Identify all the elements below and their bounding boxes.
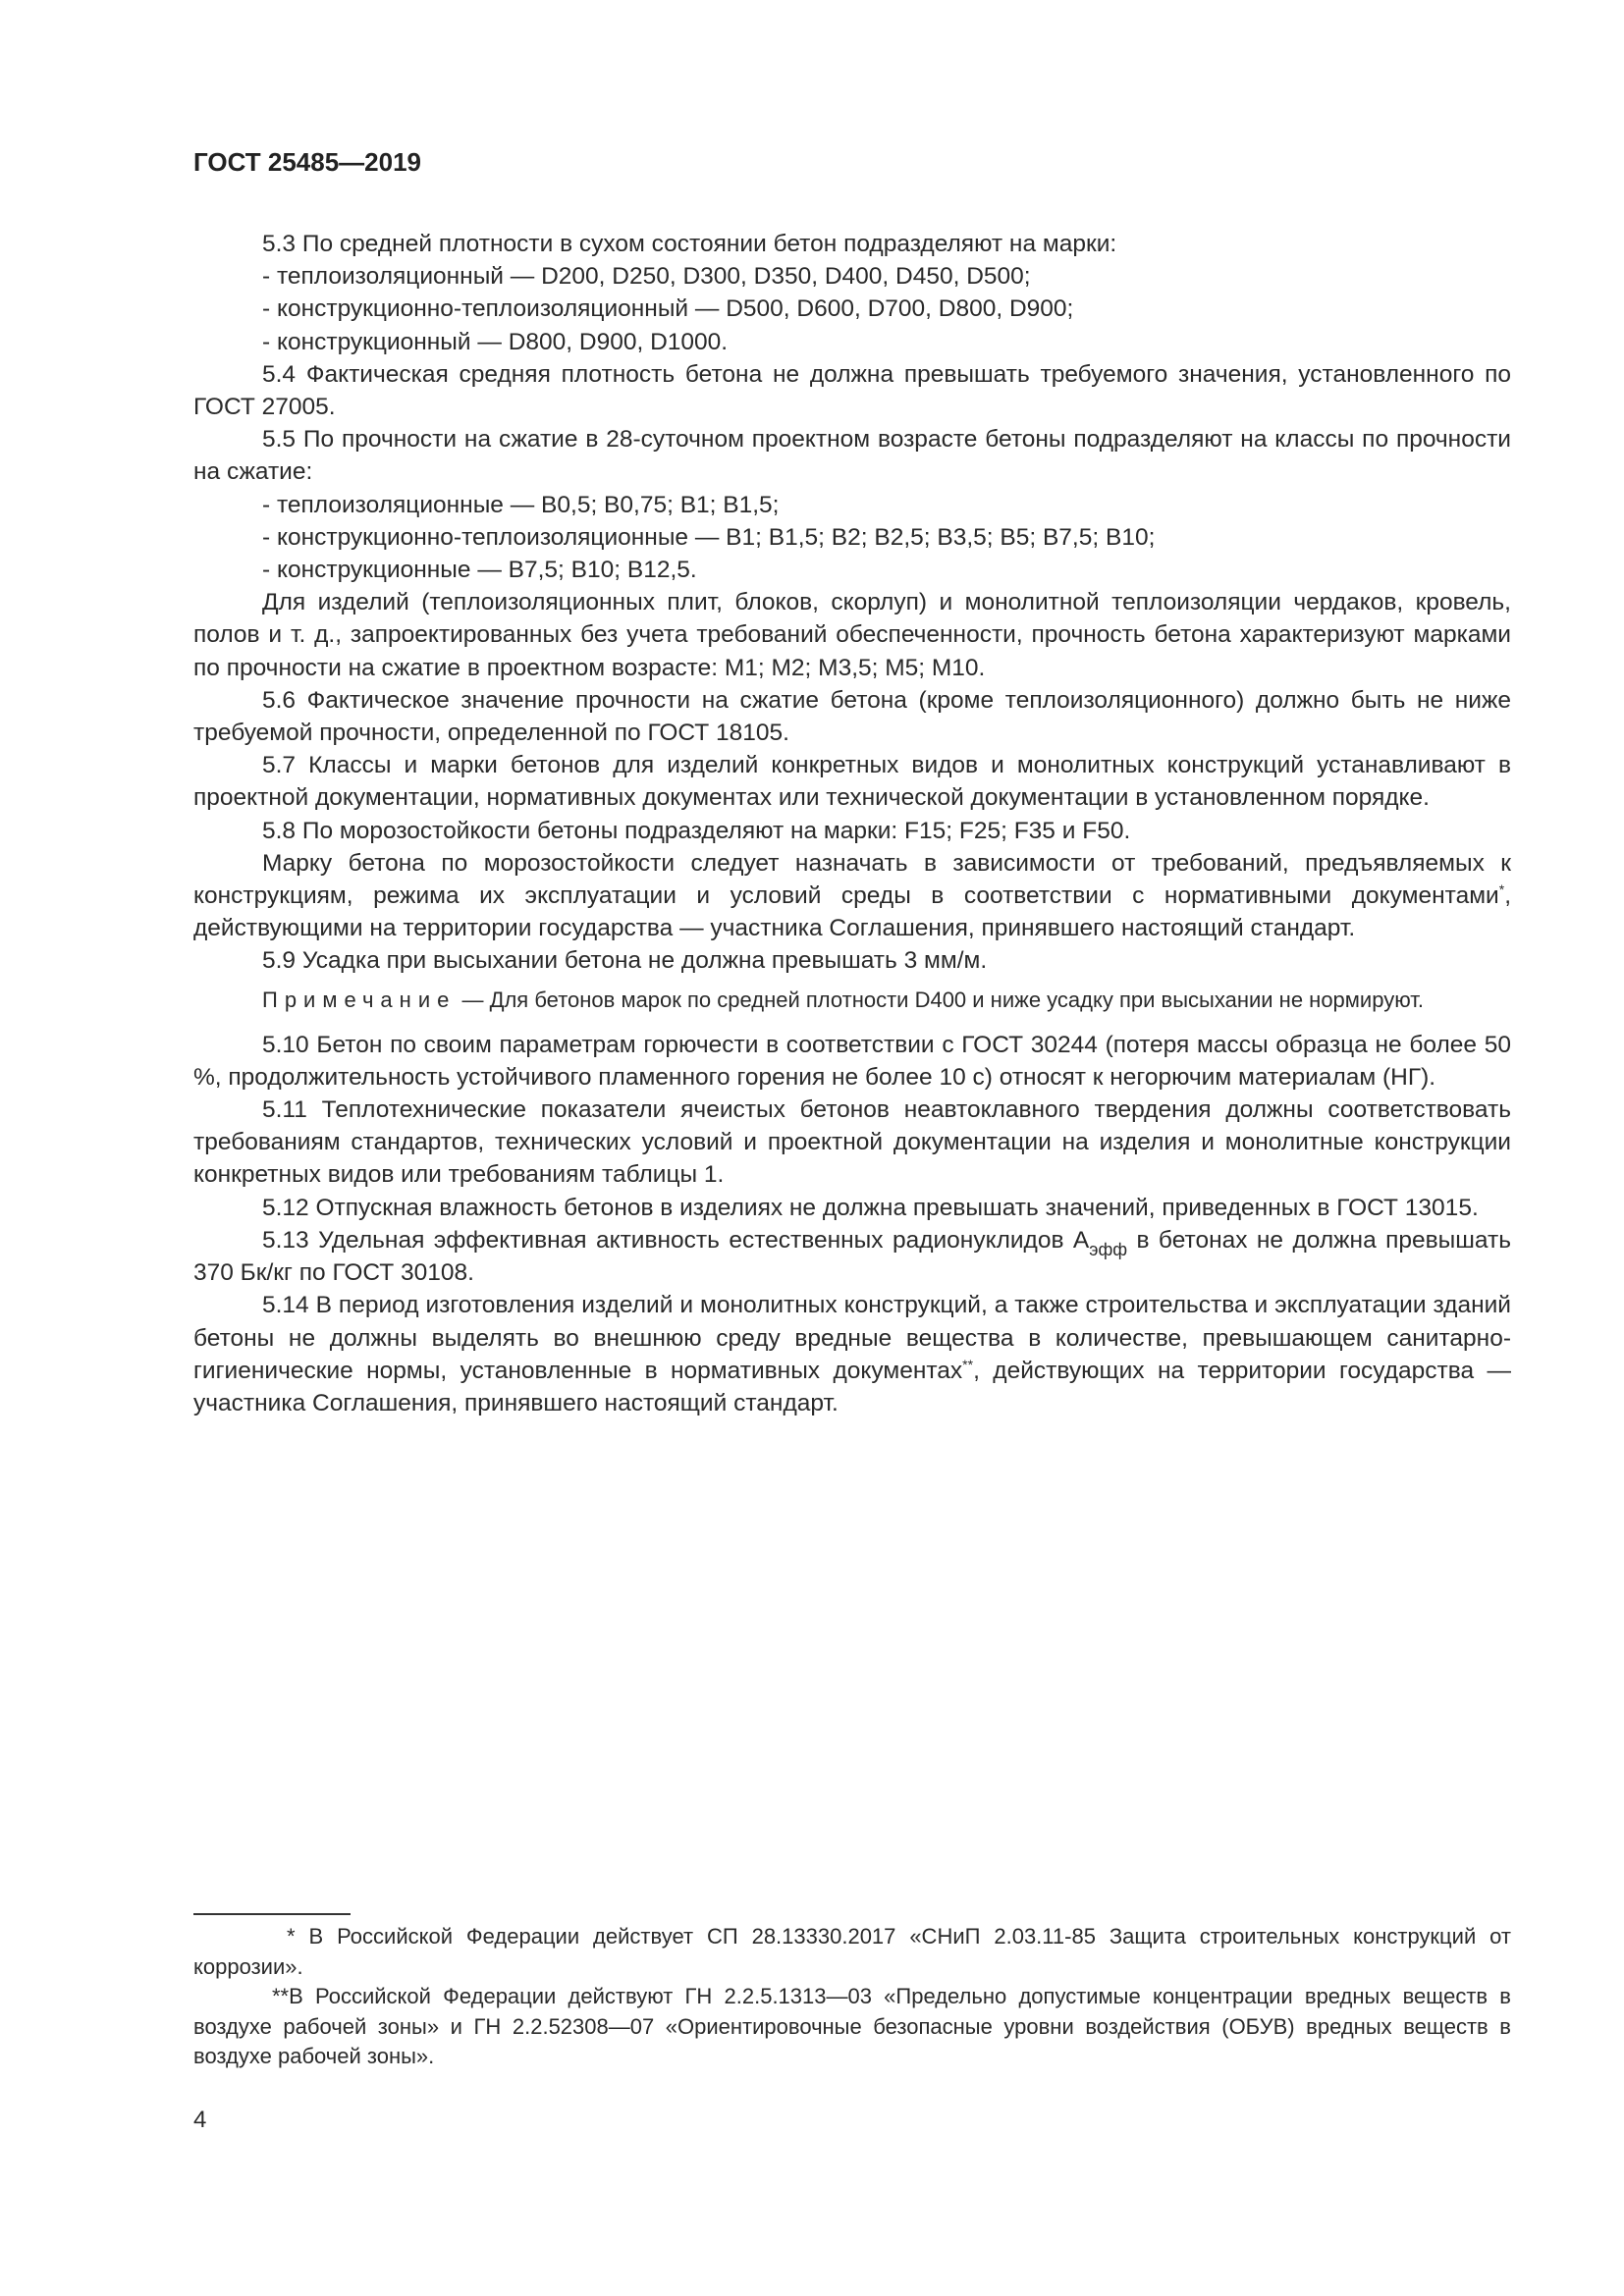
clause-5-5: 5.5 По прочности на сжатие в 28-суточном проектном возрасте бетоны подразделяют на классы по прочности на сжатие: [193,426,1511,486]
document-body [193,228,1511,1419]
note-label: Примечание [262,987,457,1012]
document-header: ГОСТ 25485—2019 [193,147,421,177]
list-item: - теплоизоляционный — D200, D250, D300, D350, D400, D450, D500; [262,263,1031,291]
clause-5-14 [193,1289,1511,1419]
clause-5-11: 5.11 Теплотехнические показатели ячеистых бетонов неавтоклавного твердения должны соответствовать требованиям стандартов, технических условий и проектной документации на изделия и монолитные конструкции конкретных видов или требованиям таблицы 1. [193,1096,1511,1189]
paragraph-text: Марку бетона по морозостойкости следует назначать в зависимости от требований, предъявляемых к конструкциям, режима их эксплуатации и условий среды в соответствии с нормативными документами [193,849,1511,910]
list-item: - конструкционно-теплоизоляционные — B1; B1,5; B2; B2,5; B3,5; B5; B7,5; B10; [262,523,1156,551]
note-text: — Для бетонов марок по средней плотности D400 и ниже усадку при высыхании не нормируют. [456,987,1424,1012]
clause-5-8: 5.8 По морозостойкости бетоны подразделяют на марки: F15; F25; F35 и F50. [262,817,1131,844]
clause-5-8-paragraph [193,847,1511,945]
paragraph-text: , действующими на территории государства — участника Соглашения, принявшего настоящий стандарт. [193,882,1511,942]
footnote-divider [193,1913,351,1915]
paragraph-text: в бетонах не должна превышать 370 Бк/кг по ГОСТ 30108. [193,1226,1511,1287]
paragraph-text: 5.14 В период изготовления изделий и монолитных конструкций, а также строительства и эксплуатации зданий бетоны не должны выделять во внешнюю среду вредные вещества в количестве, превышающем санитарно-гигиенические нормы, установленные в нормативных документах [193,1292,1511,1384]
list-item: - конструкционно-теплоизоляционный — D500, D600, D700, D800, D900; [262,295,1074,323]
list-item: - теплоизоляционные — B0,5; B0,75; B1; B1,5; [262,491,780,518]
page-number: 4 [193,2107,207,2133]
footnote-1: * В Российской Федерации действует СП 28.13330.2017 «СНиП 2.03.11-85 Защита строительных конструкций от коррозии». [193,1924,1511,1979]
paragraph-text: 5.13 Удельная эффективная активность естественных радионуклидов A [262,1226,1090,1254]
clause-5-6: 5.6 Фактическое значение прочности на сжатие бетона (кроме теплоизоляционного) должно быть не ниже требуемой прочности, определенной по ГОСТ 18105. [193,686,1511,747]
footnote-mark: ** [962,1356,974,1372]
subscript: эфф [1089,1239,1128,1259]
clause-5-3: 5.3 По средней плотности в сухом состоянии бетон подразделяют на марки: [262,231,1117,257]
clause-5-7: 5.7 Классы и марки бетонов для изделий конкретных видов и монолитных конструкций устанавливают в проектной документации, нормативных документах или технической документации в установленном порядке. [193,752,1511,812]
footnotes [193,1922,1511,2072]
paragraph-text: , действующих на территории государства — участника Соглашения, принявшего настоящий стандарт. [193,1357,1511,1416]
footnote-mark: * [1498,881,1505,898]
clause-5-13 [193,1224,1511,1289]
clause-5-5-paragraph: Для изделий (теплоизоляционных плит, блоков, скорлуп) и монолитной теплоизоляции чердаков, кровель, полов и т. д., запроектированных без учета требований обеспеченности, прочность бетона характеризуют марками по прочности на сжатие в проектном возрасте: M1; M2; M3,5; M5; M10. [193,589,1511,681]
footnote-2: **В Российской Федерации действуют ГН 2.2.5.1313—03 «Предельно допустимые концентрации вредных веществ в воздухе рабочей зоны» и ГН 2.2.52308—07 «Ориентировочные безопасные уровни воздействия (ОБУВ) вредных веществ в воздухе рабочей зоны». [193,1984,1511,2068]
clause-5-9: 5.9 Усадка при высыхании бетона не должна превышать 3 мм/м. [262,947,988,975]
list-item: - конструкционный — D800, D900, D1000. [262,328,729,355]
note [193,986,1511,1015]
clause-5-12: 5.12 Отпускная влажность бетонов в изделиях не должна превышать значений, приведенных в ГОСТ 13015. [262,1194,1479,1221]
clause-5-10: 5.10 Бетон по своим параметрам горючести в соответствии с ГОСТ 30244 (потеря массы образца не более 50 %, продолжительность устойчивого пламенного горения не более 10 с) относят к негорючим материалам (НГ). [193,1031,1511,1091]
list-item: - конструкционные — B7,5; B10; B12,5. [262,557,697,584]
clause-5-4: 5.4 Фактическая средняя плотность бетона не должна превышать требуемого значения, установленного по ГОСТ 27005. [193,360,1511,421]
